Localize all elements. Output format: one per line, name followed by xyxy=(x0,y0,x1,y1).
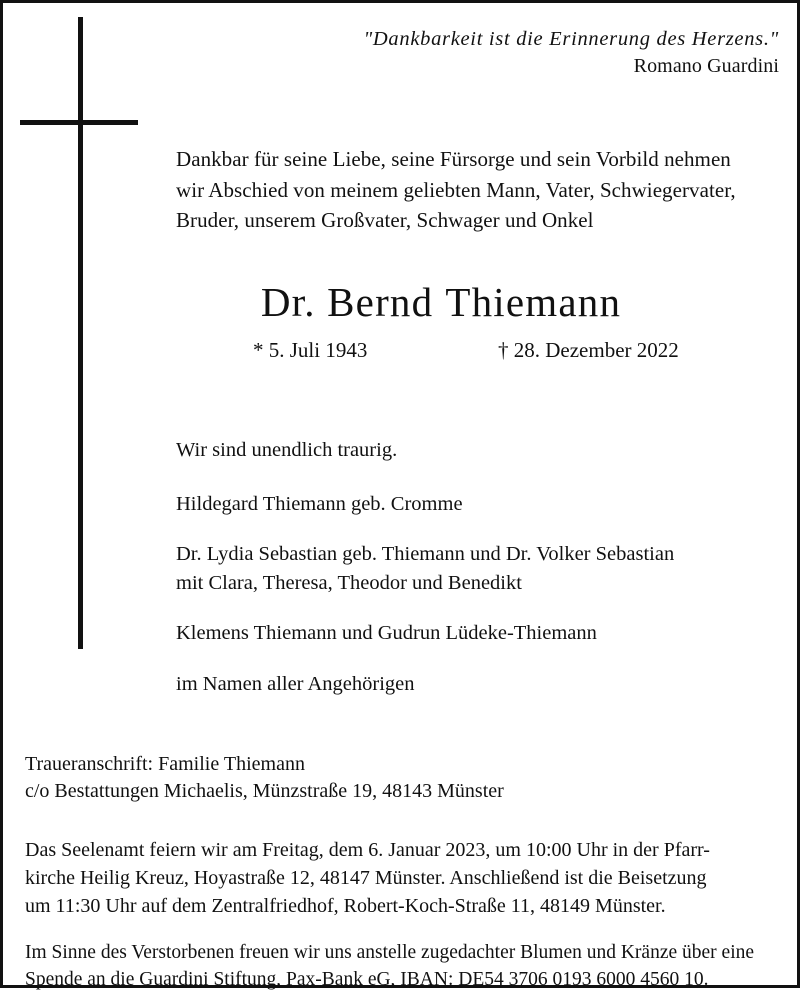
funeral-service-details xyxy=(25,836,775,920)
intro-line-1: Dankbar für seine Liebe, seine Fürsorge und sein Vorbild nehmen xyxy=(176,147,731,171)
intro-line-3: Bruder, unserem Großvater, Schwager und Onkel xyxy=(176,208,594,232)
survivor-line: mit Clara, Theresa, Theodor und Benedikt xyxy=(176,571,522,594)
survivor-entry xyxy=(176,490,788,519)
survivor-entry xyxy=(176,619,788,648)
contact-line-2: c/o Bestattungen Michaelis, Münzstraße 19, 48143 Münster xyxy=(25,780,504,802)
service-line-3: um 11:30 Uhr auf dem Zentralfriedhof, Robert-Koch-Straße 11, 48149 Münster. xyxy=(25,895,666,917)
contact-address xyxy=(25,751,775,805)
survivor-line: Dr. Lydia Sebastian geb. Thiemann und Dr. Volker Sebastian xyxy=(176,543,675,565)
mourning-statement: Wir sind unendlich traurig. xyxy=(176,438,398,461)
intro-paragraph xyxy=(176,144,788,236)
deceased-given-name: Dr. Bernd xyxy=(260,278,434,325)
birth-date: * 5. Juli 1943 xyxy=(253,337,368,362)
intro-line-2: wir Abschied von meinem geliebten Mann, Vater, Schwiegervater, xyxy=(176,177,736,202)
footer-section xyxy=(25,751,775,993)
cross-horizontal-bar xyxy=(20,120,138,125)
survivor-entry xyxy=(176,670,788,699)
survivors-list xyxy=(176,490,788,699)
service-line-1: Das Seelenamt feiern wir am Freitag, dem 6. Januar 2023, um 10:00 Uhr in der Pfarr- xyxy=(25,839,710,861)
survivor-line: im Namen aller Angehörigen xyxy=(176,672,415,695)
deceased-family-name: Thiemann xyxy=(445,278,622,325)
deceased-name xyxy=(176,277,706,327)
donation-line-2: Spende an die Guardini Stiftung, Pax-Bank eG, IBAN: DE54 3706 0193 6000 4560 10. xyxy=(25,969,709,990)
latin-cross-icon xyxy=(3,3,173,663)
survivor-line: Hildegard Thiemann geb. Cromme xyxy=(176,492,463,515)
main-column xyxy=(176,144,788,698)
death-date: † 28. Dezember 2022 xyxy=(498,337,679,362)
quote-block xyxy=(219,25,779,80)
deceased-name-block xyxy=(176,277,706,364)
cross-vertical-bar xyxy=(78,17,83,649)
contact-line-1: Traueranschrift: Familie Thiemann xyxy=(25,753,305,775)
survivor-entry xyxy=(176,540,788,597)
quote-author: Romano Guardini xyxy=(633,55,779,77)
life-dates xyxy=(176,336,706,364)
donation-line-1: Im Sinne des Verstorbenen freuen wir uns anstelle zugedachter Blumen und Kränze über eine xyxy=(25,942,755,963)
service-line-2: kirche Heilig Kreuz, Hoyastraße 12, 48147 Münster. Anschließend ist die Beisetzung xyxy=(25,867,707,889)
survivor-line: Klemens Thiemann und Gudrun Lüdeke-Thiemann xyxy=(176,622,597,644)
donation-request xyxy=(25,939,775,993)
quote-text: "Dankbarkeit ist die Erinnerung des Herzens." xyxy=(363,28,779,50)
